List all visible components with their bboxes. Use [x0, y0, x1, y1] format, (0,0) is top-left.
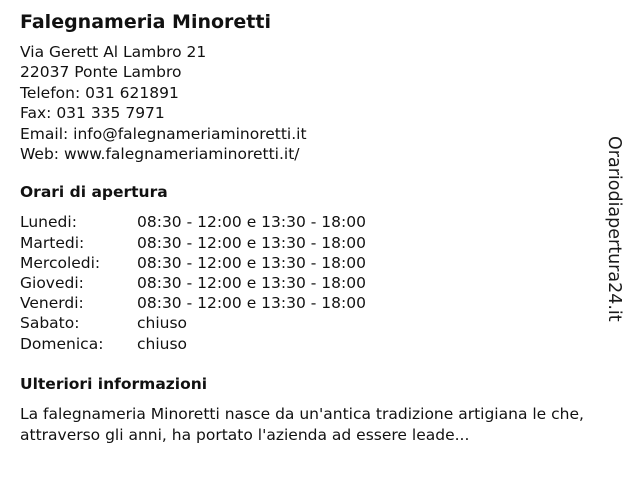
day-label: Sabato:	[20, 314, 80, 333]
more-info-title: Ulteriori informazioni	[20, 374, 208, 393]
time-value: chiuso	[137, 314, 188, 333]
hours-row-saturday	[20, 313, 600, 333]
more-info-text: La falegnameria Minoretti nasce da un'antica tradizione artigiana le che, attraverso gli anni, ha portato l'azienda ad essere leade...	[20, 404, 584, 444]
day-label: Domenica:	[20, 334, 104, 353]
day-label: Martedi:	[20, 233, 85, 252]
opening-hours-table	[20, 212, 600, 353]
day-label: Mercoledi:	[20, 253, 101, 272]
time-value: 08:30 - 12:00 e 13:30 - 18:00	[137, 213, 366, 232]
time-value: 08:30 - 12:00 e 13:30 - 18:00	[137, 233, 366, 252]
business-name: Falegnameria Minoretti	[20, 11, 271, 33]
hours-row-tuesday	[20, 233, 600, 253]
address-street: Via Gerett Al Lambro 21	[20, 43, 207, 61]
opening-hours-title: Orari di apertura	[20, 183, 168, 202]
hours-row-friday	[20, 293, 600, 313]
day-label: Venerdi:	[20, 294, 84, 313]
fax-number: Fax: 031 335 7971	[20, 104, 165, 123]
phone-number: Telefon: 031 621891	[20, 83, 179, 102]
day-label: Lunedi:	[20, 213, 77, 232]
time-value: chiuso	[137, 334, 188, 353]
hours-row-wednesday	[20, 253, 600, 273]
address-city: 22037 Ponte Lambro	[20, 63, 182, 82]
day-label: Giovedi:	[20, 274, 84, 293]
contact-details	[20, 42, 600, 164]
time-value: 08:30 - 12:00 e 13:30 - 18:00	[137, 274, 366, 293]
website: Web: www.falegnameriaminoretti.it/	[20, 145, 300, 164]
site-watermark: Orariodiapertura24.it	[604, 136, 624, 322]
hours-row-thursday	[20, 273, 600, 293]
hours-row-monday	[20, 212, 600, 232]
business-card	[20, 10, 600, 446]
hours-row-sunday	[20, 334, 600, 354]
time-value: 08:30 - 12:00 e 13:30 - 18:00	[137, 253, 366, 272]
email-address: Email: info@falegnameriaminoretti.it	[20, 124, 307, 143]
time-value: 08:30 - 12:00 e 13:30 - 18:00	[137, 294, 366, 313]
